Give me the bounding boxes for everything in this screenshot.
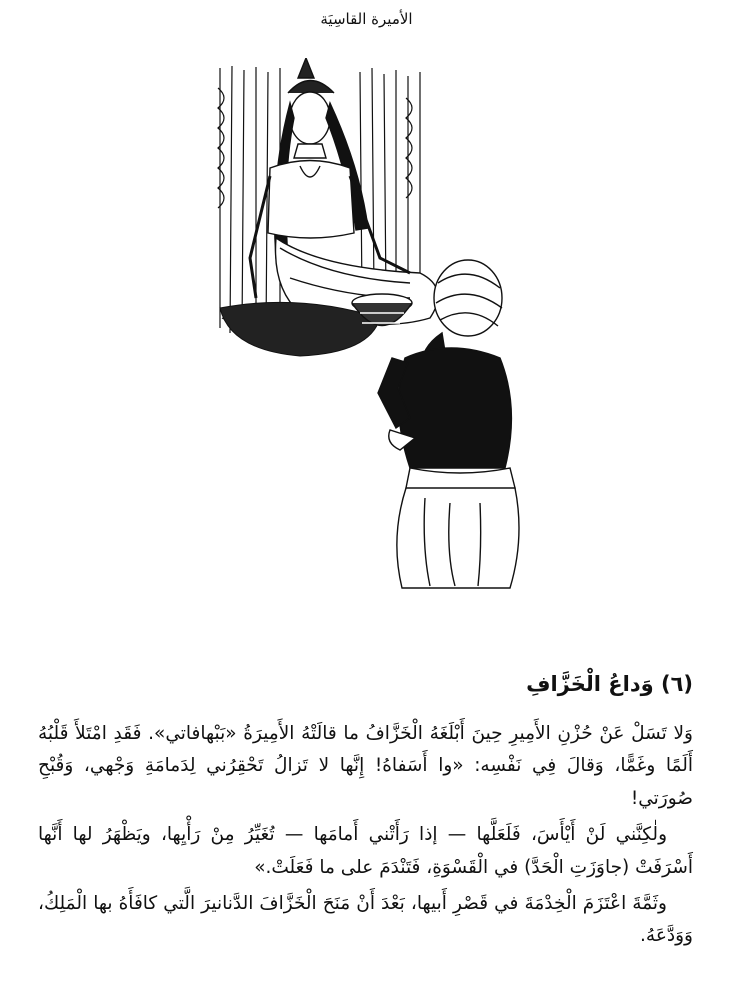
paragraph: ولٰكِنَّني لَنْ أَيْأَسَ، فَلَعَلَّها — إذا رَأَتْني أَمامَها — تُغَيِّرُ مِنْ رَأْيِها، ويَظْهَرُ لها أَنَّها أَسْرَفَتْ (جاوَزَتِ الْحَدَّ) في الْقَسْوَةِ، فَتَنْدَمَ على ما فَعَلَتْ.» xyxy=(38,824,693,878)
body-text xyxy=(38,718,693,957)
princess-figure xyxy=(250,58,438,324)
paragraph: وَلا تَسَلْ عَنْ حُزْنِ الأَمِيرِ حِينَ أَبْلَغَهُ الْخَزَّافُ ما قالَتْهُ الأَمِيرَةُ «بَبْهافاتي». فَقَدِ امْتَلأَ قَلْبُهُ أَلَمًا وغَمًّا، وَقالَ فِي نَفْسِه: «وا أَسَفاهُ! إِنَّها لا تَزالُ تَحْقِرُني لِدَمامَةِ وَجْهي، وَقُبْحِ صُورَتي! xyxy=(38,723,693,809)
princess-and-potter-illustration xyxy=(210,58,540,598)
chapter-title: (٦) وَداعُ الْخَزَّافِ xyxy=(526,672,693,696)
paragraph: وثَمَّةَ اعْتَزَمَ الْخِدْمَةَ في قَصْرِ أَبيها، بَعْدَ أَنْ مَنَحَ الْخَزَّافَ الدَّنانيرَ الَّتي كافَأَهُ بها الْمَلِكُ، وَوَدَّعَهُ. xyxy=(38,892,693,947)
running-head: الأميرة القاسِيَة xyxy=(320,10,413,28)
